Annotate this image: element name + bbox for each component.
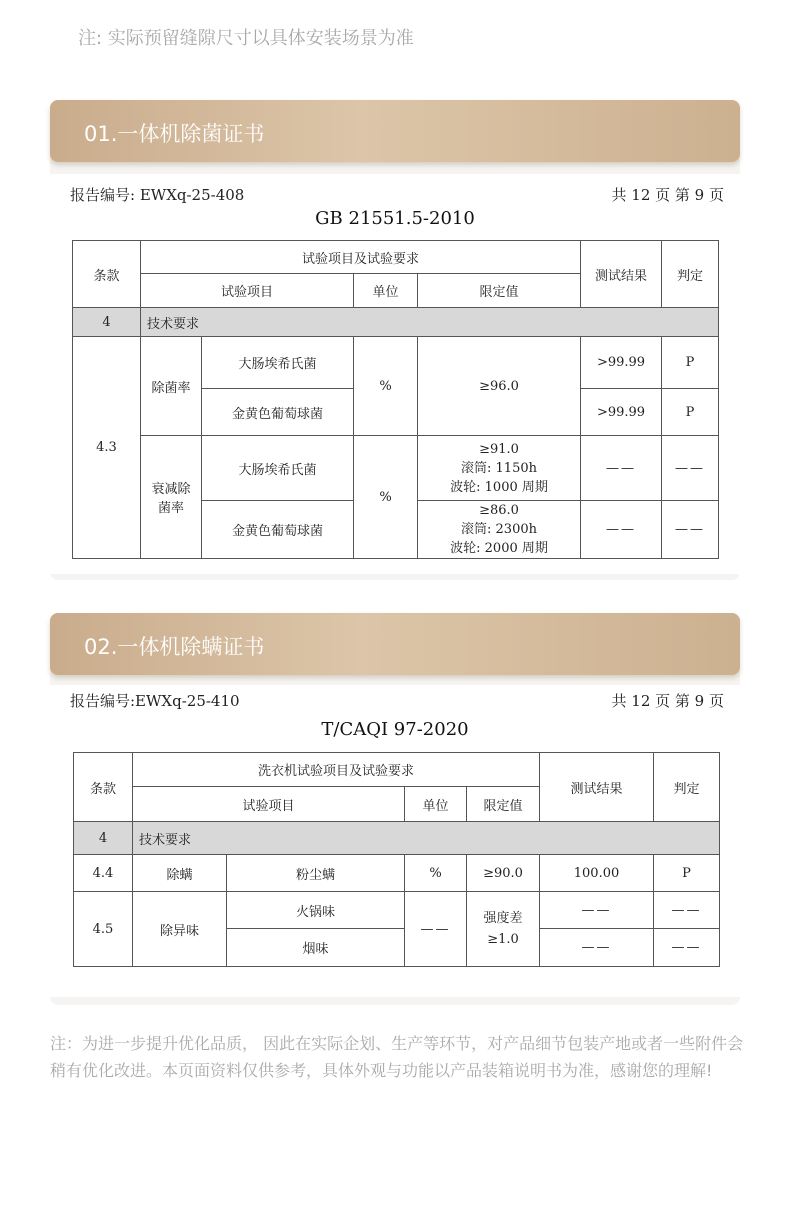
test-item: 烟味 <box>227 929 405 967</box>
limit-cell <box>418 501 581 559</box>
top-note: 注: 实际预留缝隙尺寸以具体安装场景为准 <box>78 28 414 49</box>
test-item: 金黄色葡萄球菌 <box>202 389 354 436</box>
limit-cell: ≥90.0 <box>467 855 540 892</box>
verdict-cell: —— <box>662 436 719 501</box>
test-item: 金黄色葡萄球菌 <box>202 501 354 559</box>
limit-line: 强度差 <box>483 911 523 926</box>
header-clause: 条款 <box>73 241 141 308</box>
tech-label: 技术要求 <box>141 308 719 337</box>
limit-cell: ≥96.0 <box>418 337 581 436</box>
verdict-cell: —— <box>654 892 720 929</box>
test-item: 大肠埃希氏菌 <box>202 436 354 501</box>
limit-line: ≥1.0 <box>487 932 519 947</box>
tech-clause: 4 <box>73 308 141 337</box>
tech-label: 技术要求 <box>133 822 720 855</box>
attenuation-rate-name <box>141 436 202 559</box>
attenuation-name-line1: 衰减除 <box>151 482 191 497</box>
header-limit: 限定值 <box>467 787 540 822</box>
limit-line: ≥91.0 <box>479 441 519 457</box>
section-title: 01.一体机除菌证书 <box>84 122 265 146</box>
result-cell: >99.99 <box>581 389 662 436</box>
header-clause: 条款 <box>74 753 133 822</box>
verdict-cell: P <box>662 389 719 436</box>
clause-4-3: 4.3 <box>73 337 141 559</box>
header-unit: 单位 <box>354 274 418 308</box>
unit-cell: —— <box>405 892 467 967</box>
verdict-cell: —— <box>662 501 719 559</box>
result-cell: 100.00 <box>540 855 654 892</box>
rate-name: 除菌率 <box>141 337 202 436</box>
mite-removal-table <box>73 752 720 967</box>
report-number: 报告编号:EWXq-25-410 <box>70 692 240 710</box>
limit-line: 波轮: 1000 周期 <box>450 479 548 495</box>
sterilization-table <box>72 240 719 559</box>
clause-4-4: 4.4 <box>74 855 133 892</box>
section-title: 02.一体机除螨证书 <box>84 635 265 659</box>
header-result: 测试结果 <box>581 241 662 308</box>
standard-number: GB 21551.5-2010 <box>315 208 475 229</box>
page-info: 共 12 页 第 9 页 <box>611 186 724 204</box>
section-banner <box>50 100 740 162</box>
certificate-paper <box>50 174 740 574</box>
attenuation-name-line2: 菌率 <box>157 501 184 516</box>
header-limit: 限定值 <box>418 274 581 308</box>
result-cell: —— <box>540 929 654 967</box>
test-item: 大肠埃希氏菌 <box>202 337 354 389</box>
limit-line: 滚筒: 2300h <box>461 522 537 537</box>
test-item: 粉尘螨 <box>227 855 405 892</box>
standard-number: T/CAQI 97-2020 <box>321 719 469 740</box>
header-group: 试验项目及试验要求 <box>141 241 581 274</box>
result-cell: —— <box>540 892 654 929</box>
unit-cell: % <box>405 855 467 892</box>
limit-cell <box>418 436 581 501</box>
header-group: 洗衣机试验项目及试验要求 <box>133 753 540 787</box>
clause-4-5: 4.5 <box>74 892 133 967</box>
verdict-cell: —— <box>654 929 720 967</box>
verdict-cell: P <box>654 855 720 892</box>
limit-line: ≥86.0 <box>479 503 519 518</box>
header-unit: 单位 <box>405 787 467 822</box>
result-cell: —— <box>581 501 662 559</box>
tech-clause: 4 <box>74 822 133 855</box>
mite-name: 除螨 <box>133 855 227 892</box>
limit-cell <box>467 892 540 967</box>
certificate-paper <box>50 685 740 997</box>
unit-cell: % <box>354 337 418 436</box>
page-info: 共 12 页 第 9 页 <box>611 692 724 710</box>
section-banner <box>50 613 740 675</box>
result-cell: >99.99 <box>581 337 662 389</box>
bottom-note: 注：为进一步提升优化品质， 因此在实际企划、生产等环节，对产品细节包装产地或者一些附件会稍有优化改进。本页面资料仅供参考，具体外观与功能以产品装箱说明书为准，感谢您的理解! <box>50 1034 744 1080</box>
verdict-cell: P <box>662 337 719 389</box>
report-number: 报告编号: EWXq-25-408 <box>70 186 245 204</box>
header-result: 测试结果 <box>540 753 654 822</box>
odor-name: 除异味 <box>133 892 227 967</box>
header-item: 试验项目 <box>133 787 405 822</box>
unit-cell: % <box>354 436 418 559</box>
test-item: 火锅味 <box>227 892 405 929</box>
mite-removal-certificate-card <box>50 613 740 1005</box>
limit-line: 波轮: 2000 周期 <box>450 541 548 556</box>
result-cell: —— <box>581 436 662 501</box>
header-verdict: 判定 <box>662 241 719 308</box>
header-verdict: 判定 <box>654 753 720 822</box>
header-item: 试验项目 <box>141 274 354 308</box>
limit-line: 滚筒: 1150h <box>461 460 537 476</box>
sterilization-certificate-card <box>50 100 740 580</box>
